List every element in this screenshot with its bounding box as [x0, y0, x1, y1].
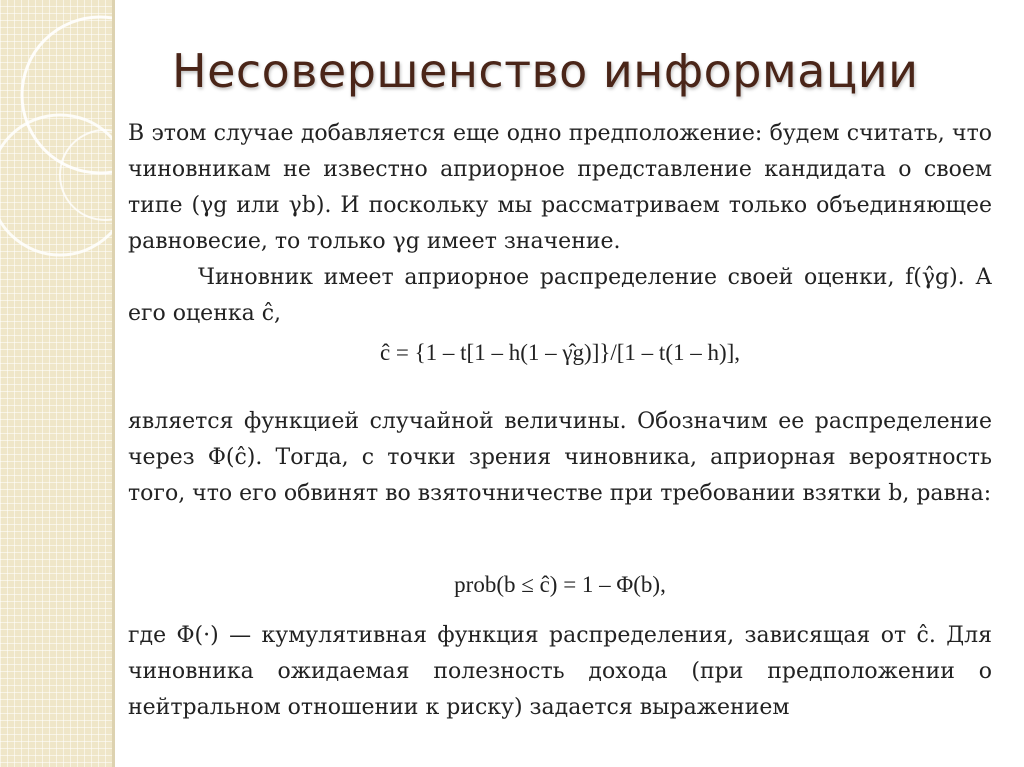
paragraph-4: где Φ(·) — кумулятивная функция распределения, зависящая от ĉ. Для чиновника ожидаемая полезность дохода (при предположении о нейтральном отношении к риску) задается выражением — [128, 623, 992, 720]
paragraph-3: является функцией случайной величины. Обозначим ее распределение через Φ(ĉ). Тогда, с точки зрения чиновника, априорная вероятность того, что его обвинят во взяточничестве при требовании взятки b, равна: — [128, 409, 992, 506]
sidebar-divider — [112, 0, 115, 767]
deco-circle-mid — [0, 115, 112, 255]
deco-circle-small — [60, 130, 112, 220]
paragraph-2: Чиновник имеет априорное распределение своей оценки, f(γ̂g). А его оценка ĉ, — [128, 265, 992, 326]
formula-probability: prob(b ≤ ĉ) = 1 – Φ(b), — [454, 572, 666, 597]
formula-estimate: ĉ = {1 – t[1 – h(1 – γ̂g)]}/[1 – t(1 – h)], — [379, 340, 741, 365]
decorative-sidebar — [0, 0, 112, 767]
slide-title: Несовершенство информации — [172, 44, 919, 98]
paragraph-1: В этом случае добавляется еще одно предположение: будем считать, что чиновникам не известно априорное представление кандидата о своем типе (γg или γb). И поскольку мы рассматриваем только объединяющее равновесие, то только γg имеет значение. — [128, 121, 992, 254]
decorative-circles — [0, 0, 112, 767]
